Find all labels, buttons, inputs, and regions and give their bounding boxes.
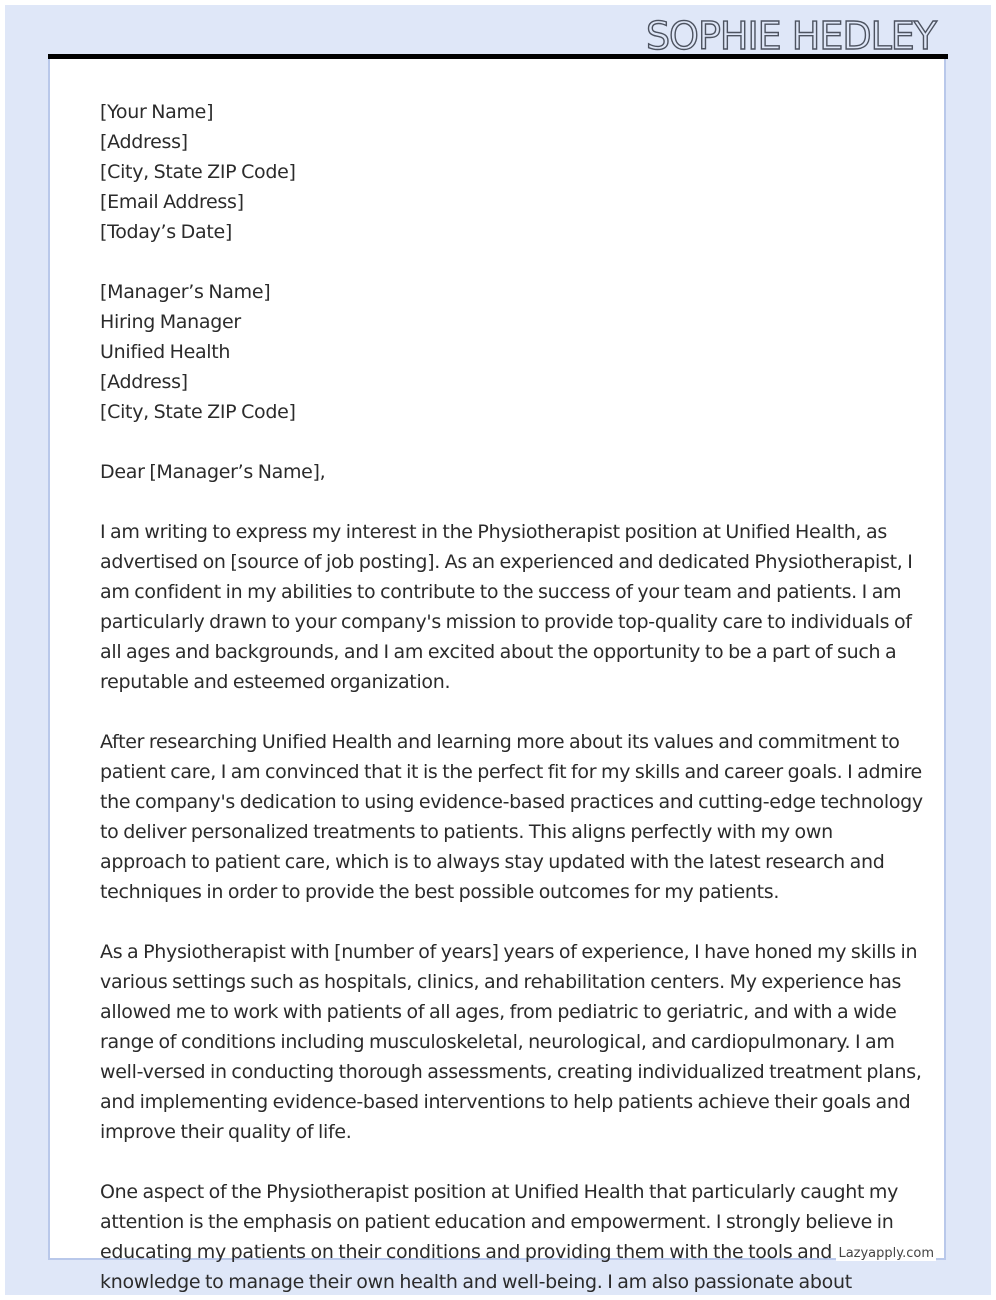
salutation: Dear [Manager’s Name], [100, 461, 326, 483]
paragraph-line: techniques in order to provide the best possible outcomes for my patients. [100, 881, 780, 903]
paragraph-line: patient care, I am convinced that it is the perfect fit for my skills and career goals. I admire [100, 761, 922, 783]
sender-block [100, 97, 900, 247]
paragraph-line: reputable and esteemed organization. [100, 671, 451, 693]
paragraph-line: knowledge to manage their own health and well-being. I am also passionate about [100, 1271, 852, 1293]
recipient-city-state-zip: [City, State ZIP Code] [100, 401, 296, 423]
paragraph-line: attention is the emphasis on patient education and empowerment. I strongly believe in [100, 1211, 894, 1233]
letter-body [100, 97, 923, 1297]
footer-credit: Lazyapply.com [838, 1246, 934, 1261]
recipient-name: [Manager’s Name] [100, 281, 271, 303]
recipient-block [100, 277, 900, 427]
recipient-address: [Address] [100, 371, 188, 393]
paragraph-line: After researching Unified Health and learning more about its values and commitment to [100, 731, 900, 753]
recipient-title: Hiring Manager [100, 311, 241, 333]
paragraph-line: approach to patient care, which is to always stay updated with the latest research and [100, 851, 885, 873]
sender-name: [Your Name] [100, 101, 214, 123]
paragraph-line: well-versed in conducting thorough assessments, creating individualized treatment plans, [100, 1061, 922, 1083]
paragraph-line: As a Physiotherapist with [number of years] years of experience, I have honed my skills in [100, 941, 918, 963]
paragraph-line: educating my patients on their conditions and providing them with the tools and [100, 1241, 833, 1263]
paragraph-line: improve their quality of life. [100, 1121, 352, 1143]
header-name: SOPHIE HEDLEY [645, 14, 936, 58]
paragraph-line: range of conditions including musculoskeletal, neurological, and cardiopulmonary. I am [100, 1031, 895, 1053]
paragraph-line: all ages and backgrounds, and I am excited about the opportunity to be a part of such a [100, 641, 897, 663]
paragraph-line: I am writing to express my interest in the Physiotherapist position at Unified Health, as [100, 521, 887, 543]
paragraph-line: allowed me to work with patients of all ages, from pediatric to geriatric, and with a wide [100, 1001, 897, 1023]
sender-address: [Address] [100, 131, 188, 153]
recipient-company: Unified Health [100, 341, 231, 363]
paragraph-line: the company's dedication to using evidence-based practices and cutting-edge technology [100, 791, 923, 813]
paragraph-line: am confident in my abilities to contribute to the success of your team and patients. I am [100, 581, 902, 603]
body-paragraph-3 [100, 937, 922, 1147]
body-paragraph-1 [100, 517, 913, 697]
sender-city-state-zip: [City, State ZIP Code] [100, 161, 296, 183]
paragraph-line: various settings such as hospitals, clinics, and rehabilitation centers. My experience has [100, 971, 902, 993]
paragraph-line: and implementing evidence-based interventions to help patients achieve their goals and [100, 1091, 911, 1113]
paragraph-line: to deliver personalized treatments to patients. This aligns perfectly with my own [100, 821, 833, 843]
paragraph-line: advertised on [source of job posting]. As an experienced and dedicated Physiotherapist, I [100, 551, 913, 573]
body-paragraph-4 [100, 1177, 900, 1297]
paragraph-line: particularly drawn to your company's mission to provide top-quality care to individuals of [100, 611, 912, 633]
paragraph-line: One aspect of the Physiotherapist position at Unified Health that particularly caught my [100, 1181, 899, 1203]
letter-date: [Today’s Date] [100, 221, 232, 243]
body-paragraph-2 [100, 727, 923, 907]
sender-email: [Email Address] [100, 191, 244, 213]
